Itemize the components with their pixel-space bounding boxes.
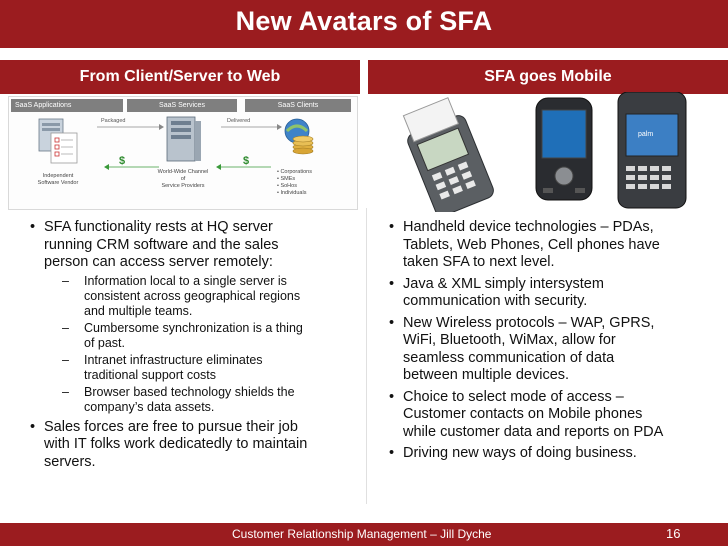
delivered-label: Delivered [227,118,251,124]
sub-list-item: – Browser based technology shields the company’s data assets. [62,384,295,414]
packaged-label: Packaged [101,118,126,124]
service-providers-label: World-Wide Channel of Service Providers [157,169,209,189]
column-divider [366,208,367,504]
handheld-terminal-icon [400,95,496,212]
dollar-left: $ [119,155,126,167]
saas-diagram [8,96,358,210]
list-item: • Sales forces are free to pursue their job with IT folks work dedicatedly to maintain servers. [30,418,308,470]
list-item: • SFA functionality rests at HQ server running CRM software and the sales person can access server remotely: [30,219,279,270]
sub-list-item: – Information local to a single server is consistent across geographical regions and multiple teams. [62,273,301,318]
clients-list: • Corporations • SMEs • SoHos • Individuals [277,169,312,196]
left-section-header: From Client/Server to Web [0,60,360,94]
device-brand-label: palm [638,131,654,138]
pda-phone-icon [536,98,592,200]
sub-list-item: – Intranet infrastructure eliminates traditional support costs [62,352,263,382]
sub-list-item: – Cumbersome synchronization is a thing of past. [62,320,303,350]
list-item: • Handheld device technologies – PDAs, Tablets, Web Phones, Cell phones have taken SFA to next level. [389,219,660,270]
list-item: • Java & XML simply intersystem communication with security. [389,275,604,309]
server-tower-icon [167,117,201,161]
diagram-col-saas-clients: SaaS Clients [245,99,351,112]
list-item: • New Wireless protocols – WAP, GPRS, WiFi, Bluetooth, WiMax, allow for seamless communication of data between multiple devices. [389,314,655,383]
right-bullet-list [389,219,709,463]
list-item: • Choice to select mode of access – Customer contacts on Mobile phones while customer data and reports on PDA [389,388,664,440]
slide-title: New Avatars of SFA [235,6,493,36]
diagram-col-saas-services: SaaS Services [127,99,237,112]
isv-label: Independent Software Vendor [37,173,79,186]
page-number: 16 [666,526,681,541]
right-section-header: SFA goes Mobile [368,60,728,94]
mobile-devices-image [400,92,720,212]
left-bullet-list [30,219,350,471]
checklist-icon [51,133,77,163]
globe-coins-icon [285,119,313,154]
list-item: • Driving new ways of doing business. [389,445,637,461]
diagram-col-saas-applications: SaaS Applications [11,99,123,112]
palm-phone-icon [618,92,686,208]
footer-text: Customer Relationship Management – Jill Dyche [232,527,492,541]
dollar-right: $ [243,155,250,167]
